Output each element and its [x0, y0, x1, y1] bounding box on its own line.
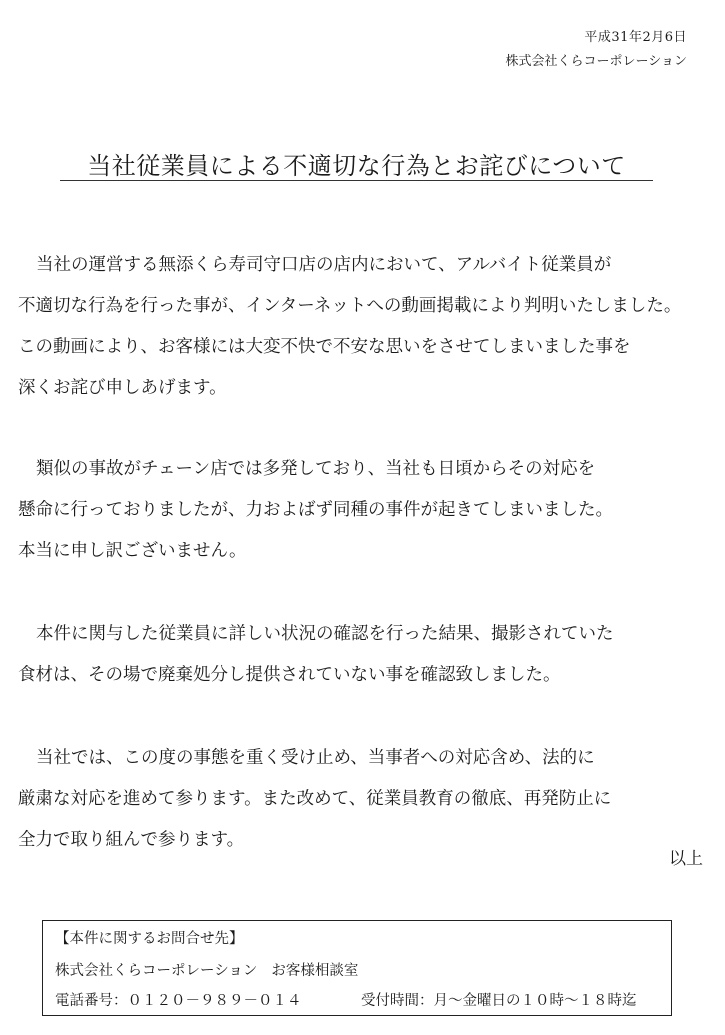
- paragraph-4: [18, 738, 719, 861]
- paragraph-line: 不適切な行為を行った事が、インターネットへの動画掲載により判明いたしました。: [18, 296, 682, 316]
- contact-hours: 受付時間：月～金曜日の１０時～１８時迄: [361, 993, 637, 1009]
- issuer-company: 株式会社くらコーポレーション: [505, 54, 687, 69]
- paragraph-line: 本当に申し訳ございません。: [18, 541, 247, 561]
- contact-organization: 株式会社くらコーポレーション: [55, 963, 258, 979]
- paragraph-line: 当社の運営する無添くら寿司守口店の店内において、アルバイト従業員が: [36, 255, 612, 275]
- document-date: 平成31年2月6日: [584, 30, 687, 45]
- paragraph-line: 当社では、この度の事態を重く受け止め、当事者への対応含め、法的に: [36, 748, 595, 768]
- paragraph-line: 本件に関与した従業員に詳しい状況の確認を行った結果、撮影されていた: [36, 624, 614, 644]
- contact-department: お客様相談室: [271, 963, 359, 979]
- paragraph-line: 全力で取り組んで参ります。: [18, 830, 245, 850]
- paragraph-line: 類似の事故がチェーン店では多発しており、当社も日頃からその対応を: [36, 459, 596, 479]
- paragraph-line: この動画により、お客様には大変不快で不安な思いをさせてしまいました事を: [18, 337, 631, 357]
- paragraph-line: 深くお詫び申しあげます。: [18, 378, 227, 398]
- paragraph-line: 食材は、その場で廃棄処分し提供されていない事を確認致しました。: [18, 665, 561, 685]
- contact-info-box: [42, 920, 672, 1016]
- contact-organization-row: [55, 959, 358, 980]
- document-title: 当社従業員による不適切な行為とお詫びについて: [87, 152, 626, 180]
- paragraph-2: [18, 449, 719, 572]
- paragraph-1: [18, 245, 719, 409]
- contact-heading: 【本件に関するお問合せ先】: [55, 931, 244, 947]
- closing-remark: 以上: [669, 849, 703, 869]
- title-underline: [60, 180, 653, 181]
- paragraph-line: 厳粛な対応を進めて参ります。また改めて、従業員教育の徹底、再発防止に: [18, 789, 612, 809]
- contact-phone: 電話番号：０１２０－９８９－０１４: [55, 993, 302, 1009]
- paragraph-3: [18, 614, 719, 696]
- paragraph-line: 懸命に行っておりましたが、力およばず同種の事件が起きてしまいました。: [18, 500, 613, 520]
